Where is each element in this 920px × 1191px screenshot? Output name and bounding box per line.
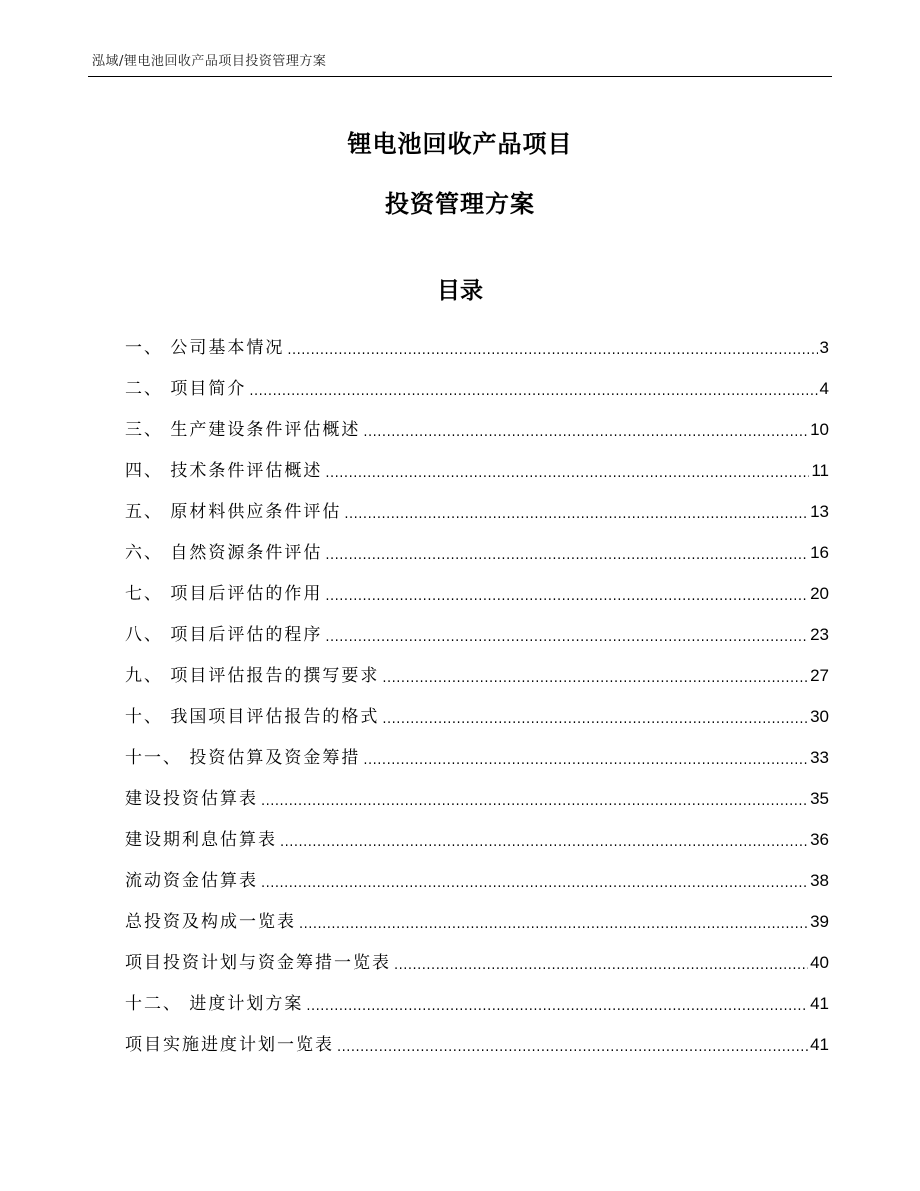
toc-entry-label: 六、 自然资源条件评估 <box>125 543 323 563</box>
toc-entry[interactable] <box>125 362 829 403</box>
toc-entry[interactable] <box>125 977 829 1018</box>
toc-entry[interactable] <box>125 485 829 526</box>
toc-leader-dots <box>382 668 808 690</box>
toc-entry-page: 13 <box>810 502 829 521</box>
toc-entry-page: 40 <box>810 953 829 972</box>
toc-entry[interactable] <box>125 731 829 772</box>
toc-entry-label: 十二、 进度计划方案 <box>125 994 304 1014</box>
toc-entry[interactable] <box>125 567 829 608</box>
toc-entry-page: 3 <box>819 338 829 357</box>
toc-entry-page: 4 <box>819 379 829 398</box>
toc-leader-dots <box>299 914 808 936</box>
toc-entry[interactable] <box>125 895 829 936</box>
toc-entry-page: 33 <box>810 748 829 767</box>
toc-entry-label: 九、 项目评估报告的撰写要求 <box>125 666 380 686</box>
toc-entry-label: 建设投资估算表 <box>125 789 258 809</box>
toc-entry-page: 23 <box>810 625 829 644</box>
toc-leader-dots <box>325 545 808 567</box>
toc-entry-label: 十、 我国项目评估报告的格式 <box>125 707 380 727</box>
toc-leader-dots <box>261 791 808 813</box>
header-divider <box>88 76 832 77</box>
toc-entry-page: 38 <box>810 871 829 890</box>
toc-leader-dots <box>363 422 808 444</box>
toc-leader-dots <box>280 832 808 854</box>
toc-leader-dots <box>382 709 808 731</box>
toc-entry[interactable] <box>125 321 829 362</box>
toc-entry[interactable] <box>125 526 829 567</box>
toc-entry-label: 八、 项目后评估的程序 <box>125 625 323 645</box>
toc-leader-dots <box>337 1037 808 1059</box>
toc-entry-label: 项目实施进度计划一览表 <box>125 1035 334 1055</box>
toc-entry-label: 流动资金估算表 <box>125 871 258 891</box>
toc-entry-label: 七、 项目后评估的作用 <box>125 584 323 604</box>
toc-entry[interactable] <box>125 854 829 895</box>
toc-entry-label: 二、 项目简介 <box>125 379 247 399</box>
toc-entry[interactable] <box>125 608 829 649</box>
toc-leader-dots <box>394 955 808 977</box>
toc-entry-page: 30 <box>810 707 829 726</box>
toc-entry-page: 20 <box>810 584 829 603</box>
toc-heading: 目录 <box>437 278 483 304</box>
toc-entry-label: 项目投资计划与资金筹措一览表 <box>125 953 391 973</box>
toc-entry-label: 四、 技术条件评估概述 <box>125 461 323 481</box>
toc-entry-page: 41 <box>810 1035 829 1054</box>
toc-entry[interactable] <box>125 936 829 977</box>
toc-entry-page: 27 <box>810 666 829 685</box>
toc-entry-page: 41 <box>810 994 829 1013</box>
toc-entry-page: 11 <box>811 461 829 480</box>
toc-leader-dots <box>261 873 808 895</box>
document-title-line-2: 投资管理方案 <box>385 190 535 218</box>
toc-entry-label: 总投资及构成一览表 <box>125 912 296 932</box>
toc-entry-page: 10 <box>810 420 829 439</box>
toc-leader-dots <box>325 586 808 608</box>
toc-entry-page: 16 <box>810 543 829 562</box>
toc-entry[interactable] <box>125 403 829 444</box>
toc-leader-dots <box>325 463 809 485</box>
document-title-line-1: 锂电池回收产品项目 <box>347 130 573 158</box>
toc-entry[interactable] <box>125 444 829 485</box>
running-header: 泓域/锂电池回收产品项目投资管理方案 <box>92 54 327 69</box>
toc-entry-label: 五、 原材料供应条件评估 <box>125 502 342 522</box>
toc-leader-dots <box>325 627 808 649</box>
toc-entry[interactable] <box>125 649 829 690</box>
toc-entry-page: 35 <box>810 789 829 808</box>
toc-leader-dots <box>287 340 817 362</box>
toc-entry[interactable] <box>125 772 829 813</box>
toc-leader-dots <box>363 750 808 772</box>
toc-entry-label: 三、 生产建设条件评估概述 <box>125 420 361 440</box>
toc-entry-page: 39 <box>810 912 829 931</box>
toc-leader-dots <box>306 996 808 1018</box>
table-of-contents <box>125 321 829 1059</box>
toc-entry-label: 十一、 投资估算及资金筹措 <box>125 748 361 768</box>
toc-entry[interactable] <box>125 1018 829 1059</box>
toc-leader-dots <box>344 504 808 526</box>
toc-entry-label: 一、 公司基本情况 <box>125 338 285 358</box>
toc-leader-dots <box>249 381 817 403</box>
toc-entry-label: 建设期利息估算表 <box>125 830 277 850</box>
toc-entry[interactable] <box>125 813 829 854</box>
toc-entry-page: 36 <box>810 830 829 849</box>
toc-entry[interactable] <box>125 690 829 731</box>
